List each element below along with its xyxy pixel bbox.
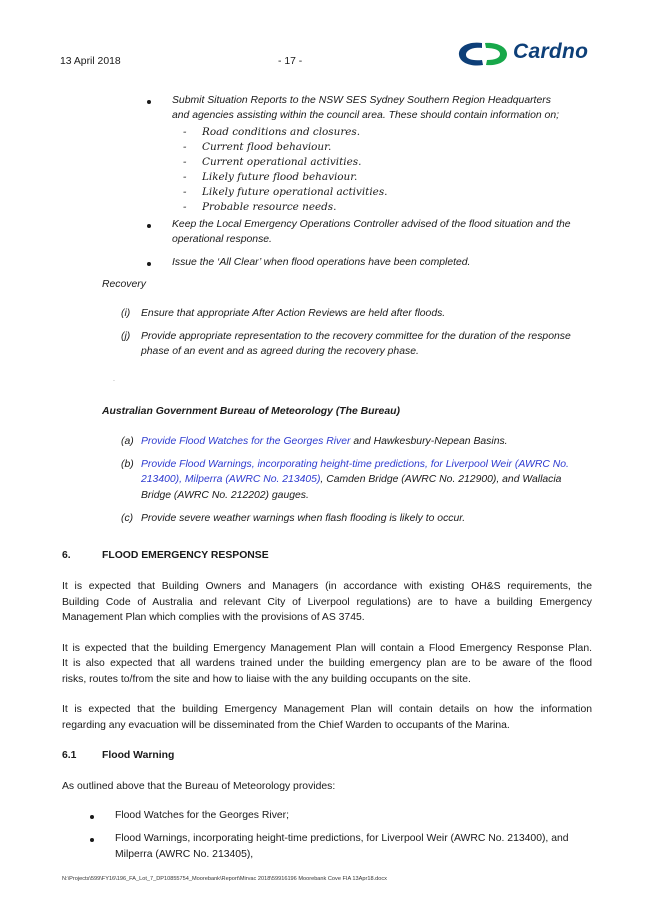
subitem-future-flood: Likely future flood behaviour. bbox=[202, 171, 358, 183]
flood-warnings-link-line2[interactable]: 213400), Milperra (AWRC No. 213405) bbox=[141, 474, 321, 485]
bureau-item-b-line2 bbox=[141, 474, 561, 485]
bullet-icon bbox=[147, 224, 151, 228]
cardno-logo bbox=[455, 38, 615, 70]
recovery-heading: Recovery bbox=[102, 279, 146, 290]
section6-para2-line3: risks, routes to/from the site and how to liaise with the any building occupants on the site. bbox=[62, 674, 471, 685]
bureau-item-a bbox=[141, 436, 508, 447]
recovery-item-i: Ensure that appropriate After Action Reviews are held after floods. bbox=[141, 308, 446, 319]
subitem-current-ops: Current operational activities. bbox=[202, 156, 362, 168]
flood-watches-link[interactable]: Provide Flood Watches for the Georges River bbox=[141, 436, 351, 447]
recovery-item-j-line1: Provide appropriate representation to the recovery committee for the duration of the response bbox=[141, 331, 571, 342]
subitem-future-ops: Likely future operational activities. bbox=[202, 186, 388, 198]
section6-para1-line2: Building Code of Australia and relevant City of Liverpool regulations) are to have a building Emergency bbox=[62, 597, 592, 608]
bullet-icon bbox=[147, 262, 151, 266]
ses-bullet1-line2: and agencies assisting within the council area. These should contain information on; bbox=[172, 110, 559, 121]
ses-bullet2-line2: operational response. bbox=[172, 234, 272, 245]
section6-para3-line1: It is expected that the building Emergency Management Plan will contain details on how the information bbox=[62, 704, 592, 715]
bureau-marker-b: (b) bbox=[121, 459, 134, 470]
bureau-item-b-rest: , Camden Bridge (AWRC No. 212900), and Wallacia bbox=[320, 474, 562, 485]
recovery-marker-i: (i) bbox=[121, 308, 131, 319]
dash-icon: - bbox=[183, 171, 187, 183]
subitem-road: Road conditions and closures. bbox=[202, 126, 361, 138]
flood-warnings-link-line1[interactable]: Provide Flood Warnings, incorporating height-time predictions, for Liverpool Weir (AWRC No. bbox=[141, 459, 569, 470]
section6-para1-line3: Management Plan which complies with the provisions of AS 3745. bbox=[62, 612, 365, 623]
recovery-item-j-line2: phase of an event and as agreed during the recovery phase. bbox=[141, 346, 419, 357]
logo-wordmark: Cardno bbox=[513, 40, 589, 63]
section61-bullet1: Flood Watches for the Georges River; bbox=[115, 810, 290, 821]
ses-bullet2-line1: Keep the Local Emergency Operations Controller advised of the flood situation and the bbox=[172, 219, 571, 230]
page-number: - 17 - bbox=[278, 56, 303, 67]
section61-number: 6.1 bbox=[62, 750, 77, 761]
subitem-current-flood: Current flood behaviour. bbox=[202, 141, 332, 153]
ses-bullet3: Issue the ‘All Clear’ when flood operations have been completed. bbox=[172, 257, 471, 268]
section6-title: FLOOD EMERGENCY RESPONSE bbox=[102, 550, 269, 561]
dash-icon: - bbox=[183, 141, 187, 153]
section61-intro: As outlined above that the Bureau of Meteorology provides: bbox=[62, 781, 336, 792]
bullet-icon bbox=[90, 838, 94, 842]
bureau-marker-a: (a) bbox=[121, 436, 134, 447]
bullet-icon bbox=[147, 100, 151, 104]
footer-path: N:\Projects\599\FY16\196_FA_Lot_7_DP10855754_Moorebank\Report\Mirvac 2018\59916196 Moorebank Cove FIA 13Apr18.docx bbox=[62, 876, 387, 882]
dash-icon: - bbox=[183, 126, 187, 138]
bureau-heading: Australian Government Bureau of Meteorology (The Bureau) bbox=[102, 406, 400, 417]
cardno-logo-icon bbox=[455, 38, 511, 70]
bureau-marker-c: (c) bbox=[121, 513, 134, 524]
dash-icon: - bbox=[183, 201, 187, 213]
section61-bullet2-line2: Milperra (AWRC No. 213405), bbox=[115, 849, 254, 860]
section6-para1-line1: It is expected that Building Owners and Managers (in accordance with existing OH&S requirements, the bbox=[62, 581, 592, 592]
header-date: 13 April 2018 bbox=[60, 56, 121, 67]
bureau-item-c: Provide severe weather warnings when flash flooding is likely to occur. bbox=[141, 513, 466, 524]
section6-para2-line2: It is also expected that all wardens trained under the building emergency plan are to be aware of the flood bbox=[62, 658, 592, 669]
section6-para3-line2: regarding any evacuation will be disseminated from the Chief Warden to occupants of the Marina. bbox=[62, 720, 510, 731]
section61-bullet2-line1: Flood Warnings, incorporating height-time predictions, for Liverpool Weir (AWRC No. 213400), and bbox=[115, 833, 569, 844]
bullet-icon bbox=[90, 815, 94, 819]
bureau-item-a-rest: and Hawkesbury-Nepean Basins. bbox=[350, 436, 508, 447]
recovery-marker-j: (j) bbox=[121, 331, 131, 342]
dash-icon: - bbox=[183, 156, 187, 168]
section6-number: 6. bbox=[62, 550, 71, 561]
section6-para2-line1: It is expected that the building Emergency Management Plan will contain a Flood Emergency Response Plan. bbox=[62, 643, 592, 654]
stray-mark: . bbox=[113, 376, 115, 383]
section61-title: Flood Warning bbox=[102, 750, 175, 761]
subitem-resource: Probable resource needs. bbox=[202, 201, 337, 213]
dash-icon: - bbox=[183, 186, 187, 198]
bureau-item-b-line3: Bridge (AWRC No. 212202) gauges. bbox=[141, 490, 309, 501]
ses-bullet1-line1: Submit Situation Reports to the NSW SES Sydney Southern Region Headquarters bbox=[172, 95, 551, 106]
